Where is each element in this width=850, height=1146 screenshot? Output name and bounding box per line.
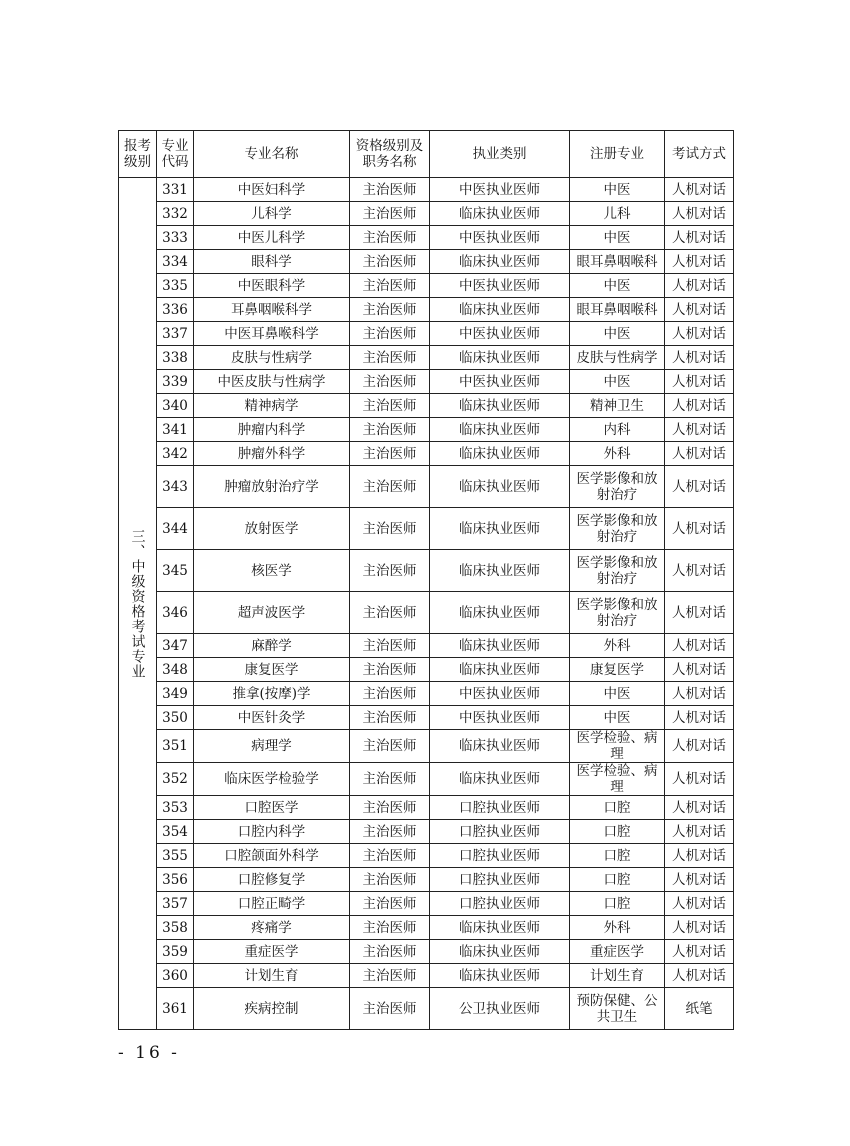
cell-name: 口腔正畸学: [194, 892, 350, 916]
cell-registered: 中医: [570, 226, 665, 250]
cell-exam: 人机对话: [665, 418, 734, 442]
cell-name: 中医针灸学: [194, 706, 350, 730]
cell-code: 354: [157, 820, 194, 844]
cell-rank: 主治医师: [350, 988, 430, 1030]
table-row: [119, 550, 734, 592]
cell-rank: 主治医师: [350, 730, 430, 763]
cell-name: 眼科学: [194, 250, 350, 274]
table-row: [119, 916, 734, 940]
cell-code: 359: [157, 940, 194, 964]
cell-registered: 口腔: [570, 892, 665, 916]
cell-registered: 中医: [570, 370, 665, 394]
cell-code: 349: [157, 682, 194, 706]
cell-rank: 主治医师: [350, 226, 430, 250]
cell-rank: 主治医师: [350, 274, 430, 298]
cell-name: 计划生育: [194, 964, 350, 988]
cell-exam: 人机对话: [665, 346, 734, 370]
cell-name: 推拿(按摩)学: [194, 682, 350, 706]
cell-registered: 预防保健、公共卫生: [570, 988, 665, 1030]
cell-category: 临床执业医师: [430, 202, 570, 226]
cell-registered: 口腔: [570, 796, 665, 820]
cell-rank: 主治医师: [350, 592, 430, 634]
cell-registered: 皮肤与性病学: [570, 346, 665, 370]
cell-registered: 重症医学: [570, 940, 665, 964]
cell-code: 353: [157, 796, 194, 820]
cell-exam: 纸笔: [665, 988, 734, 1030]
cell-rank: 主治医师: [350, 442, 430, 466]
table-row: [119, 706, 734, 730]
cell-name: 肿瘤外科学: [194, 442, 350, 466]
cell-exam: 人机对话: [665, 682, 734, 706]
cell-code: 338: [157, 346, 194, 370]
cell-name: 耳鼻咽喉科学: [194, 298, 350, 322]
cell-registered: 外科: [570, 916, 665, 940]
cell-code: 351: [157, 730, 194, 763]
cell-code: 344: [157, 508, 194, 550]
cell-exam: 人机对话: [665, 250, 734, 274]
cell-category: 临床执业医师: [430, 418, 570, 442]
table-header: [119, 131, 734, 178]
table-row: [119, 634, 734, 658]
cell-exam: 人机对话: [665, 820, 734, 844]
table-row: [119, 508, 734, 550]
cell-category: 临床执业医师: [430, 916, 570, 940]
cell-exam: 人机对话: [665, 442, 734, 466]
cell-registered: 儿科: [570, 202, 665, 226]
cell-category: 临床执业医师: [430, 763, 570, 796]
cell-code: 352: [157, 763, 194, 796]
cell-category: 中医执业医师: [430, 682, 570, 706]
cell-name: 精神病学: [194, 394, 350, 418]
cell-code: 340: [157, 394, 194, 418]
cell-name: 肿瘤放射治疗学: [194, 466, 350, 508]
header-name: 专业名称: [194, 131, 350, 178]
cell-rank: 主治医师: [350, 916, 430, 940]
cell-exam: 人机对话: [665, 226, 734, 250]
cell-category: 口腔执业医师: [430, 820, 570, 844]
cell-registered: 医学检验、病理: [570, 763, 665, 796]
cell-code: 356: [157, 868, 194, 892]
cell-exam: 人机对话: [665, 508, 734, 550]
table-row: [119, 763, 734, 796]
cell-exam: 人机对话: [665, 706, 734, 730]
cell-name: 重症医学: [194, 940, 350, 964]
cell-name: 临床医学检验学: [194, 763, 350, 796]
cell-exam: 人机对话: [665, 916, 734, 940]
cell-code: 341: [157, 418, 194, 442]
cell-rank: 主治医师: [350, 418, 430, 442]
cell-category: 临床执业医师: [430, 964, 570, 988]
specialty-table: [118, 130, 734, 1030]
cell-name: 病理学: [194, 730, 350, 763]
cell-registered: 医学检验、病理: [570, 730, 665, 763]
cell-name: 麻醉学: [194, 634, 350, 658]
cell-registered: 口腔: [570, 820, 665, 844]
cell-exam: 人机对话: [665, 796, 734, 820]
cell-code: 355: [157, 844, 194, 868]
cell-rank: 主治医师: [350, 466, 430, 508]
cell-exam: 人机对话: [665, 844, 734, 868]
cell-category: 口腔执业医师: [430, 892, 570, 916]
cell-rank: 主治医师: [350, 706, 430, 730]
cell-category: 口腔执业医师: [430, 844, 570, 868]
table-row: [119, 442, 734, 466]
table-row: [119, 226, 734, 250]
table-row: [119, 844, 734, 868]
cell-registered: 外科: [570, 442, 665, 466]
cell-exam: 人机对话: [665, 322, 734, 346]
table-row: [119, 418, 734, 442]
table-row: [119, 394, 734, 418]
cell-code: 335: [157, 274, 194, 298]
cell-category: 临床执业医师: [430, 394, 570, 418]
cell-exam: 人机对话: [665, 763, 734, 796]
cell-rank: 主治医师: [350, 508, 430, 550]
cell-category: 临床执业医师: [430, 508, 570, 550]
cell-code: 347: [157, 634, 194, 658]
cell-name: 中医儿科学: [194, 226, 350, 250]
cell-exam: 人机对话: [665, 370, 734, 394]
cell-exam: 人机对话: [665, 202, 734, 226]
cell-exam: 人机对话: [665, 730, 734, 763]
group-label: 三、中级资格考试专业: [119, 178, 157, 1030]
cell-rank: 主治医师: [350, 868, 430, 892]
cell-name: 疼痛学: [194, 916, 350, 940]
cell-rank: 主治医师: [350, 394, 430, 418]
table-row: [119, 892, 734, 916]
cell-code: 343: [157, 466, 194, 508]
cell-code: 345: [157, 550, 194, 592]
cell-exam: 人机对话: [665, 550, 734, 592]
cell-rank: 主治医师: [350, 178, 430, 202]
cell-name: 中医妇科学: [194, 178, 350, 202]
cell-code: 358: [157, 916, 194, 940]
cell-category: 口腔执业医师: [430, 868, 570, 892]
table-row: [119, 682, 734, 706]
table-row: [119, 868, 734, 892]
table-row: [119, 592, 734, 634]
page-number: - 16 -: [118, 1043, 180, 1063]
header-registered: 注册专业: [570, 131, 665, 178]
cell-registered: 内科: [570, 418, 665, 442]
cell-category: 中医执业医师: [430, 274, 570, 298]
cell-rank: 主治医师: [350, 550, 430, 592]
cell-name: 中医耳鼻喉科学: [194, 322, 350, 346]
cell-code: 331: [157, 178, 194, 202]
cell-registered: 中医: [570, 178, 665, 202]
header-code: 专业代码: [157, 131, 194, 178]
cell-category: 中医执业医师: [430, 226, 570, 250]
cell-name: 中医眼科学: [194, 274, 350, 298]
table-row: [119, 250, 734, 274]
cell-exam: 人机对话: [665, 274, 734, 298]
cell-exam: 人机对话: [665, 466, 734, 508]
cell-rank: 主治医师: [350, 346, 430, 370]
cell-category: 公卫执业医师: [430, 988, 570, 1030]
cell-registered: 中医: [570, 706, 665, 730]
cell-rank: 主治医师: [350, 940, 430, 964]
table-row: [119, 964, 734, 988]
table-row: [119, 274, 734, 298]
table-row: [119, 178, 734, 202]
cell-code: 334: [157, 250, 194, 274]
cell-code: 357: [157, 892, 194, 916]
table-row: [119, 796, 734, 820]
cell-registered: 中医: [570, 322, 665, 346]
table-row: [119, 370, 734, 394]
cell-code: 348: [157, 658, 194, 682]
cell-rank: 主治医师: [350, 250, 430, 274]
table-row: [119, 202, 734, 226]
header-category: 执业类别: [430, 131, 570, 178]
cell-category: 临床执业医师: [430, 940, 570, 964]
cell-code: 360: [157, 964, 194, 988]
cell-category: 临床执业医师: [430, 250, 570, 274]
cell-code: 342: [157, 442, 194, 466]
cell-registered: 口腔: [570, 844, 665, 868]
table-row: [119, 298, 734, 322]
cell-exam: 人机对话: [665, 298, 734, 322]
cell-name: 肿瘤内科学: [194, 418, 350, 442]
cell-code: 332: [157, 202, 194, 226]
header-rank: 资格级别及职务名称: [350, 131, 430, 178]
cell-rank: 主治医师: [350, 634, 430, 658]
cell-name: 放射医学: [194, 508, 350, 550]
header-exam: 考试方式: [665, 131, 734, 178]
cell-name: 口腔颌面外科学: [194, 844, 350, 868]
cell-category: 中医执业医师: [430, 706, 570, 730]
cell-rank: 主治医师: [350, 844, 430, 868]
cell-category: 临床执业医师: [430, 730, 570, 763]
cell-category: 中医执业医师: [430, 322, 570, 346]
cell-name: 核医学: [194, 550, 350, 592]
cell-registered: 计划生育: [570, 964, 665, 988]
cell-registered: 外科: [570, 634, 665, 658]
cell-registered: 中医: [570, 682, 665, 706]
cell-category: 临床执业医师: [430, 298, 570, 322]
cell-code: 339: [157, 370, 194, 394]
cell-name: 超声波医学: [194, 592, 350, 634]
cell-code: 333: [157, 226, 194, 250]
cell-rank: 主治医师: [350, 892, 430, 916]
cell-registered: 医学影像和放射治疗: [570, 592, 665, 634]
cell-name: 疾病控制: [194, 988, 350, 1030]
cell-category: 中医执业医师: [430, 178, 570, 202]
cell-name: 口腔修复学: [194, 868, 350, 892]
cell-code: 361: [157, 988, 194, 1030]
cell-category: 临床执业医师: [430, 466, 570, 508]
cell-exam: 人机对话: [665, 868, 734, 892]
table-row: [119, 346, 734, 370]
cell-name: 儿科学: [194, 202, 350, 226]
cell-rank: 主治医师: [350, 370, 430, 394]
cell-registered: 中医: [570, 274, 665, 298]
cell-category: 临床执业医师: [430, 550, 570, 592]
cell-exam: 人机对话: [665, 964, 734, 988]
table-row: [119, 730, 734, 763]
cell-category: 临床执业医师: [430, 634, 570, 658]
cell-code: 336: [157, 298, 194, 322]
cell-category: 中医执业医师: [430, 370, 570, 394]
cell-name: 口腔内科学: [194, 820, 350, 844]
cell-exam: 人机对话: [665, 178, 734, 202]
cell-exam: 人机对话: [665, 658, 734, 682]
cell-exam: 人机对话: [665, 634, 734, 658]
cell-registered: 口腔: [570, 868, 665, 892]
cell-rank: 主治医师: [350, 820, 430, 844]
cell-registered: 康复医学: [570, 658, 665, 682]
cell-registered: 医学影像和放射治疗: [570, 508, 665, 550]
cell-category: 临床执业医师: [430, 658, 570, 682]
cell-registered: 医学影像和放射治疗: [570, 466, 665, 508]
cell-category: 临床执业医师: [430, 442, 570, 466]
table-row: [119, 820, 734, 844]
cell-exam: 人机对话: [665, 892, 734, 916]
cell-rank: 主治医师: [350, 658, 430, 682]
cell-registered: 医学影像和放射治疗: [570, 550, 665, 592]
cell-rank: 主治医师: [350, 796, 430, 820]
table-body: [119, 178, 734, 1030]
cell-code: 350: [157, 706, 194, 730]
header-level: 报考级别: [119, 131, 157, 178]
table-row: [119, 940, 734, 964]
cell-rank: 主治医师: [350, 298, 430, 322]
cell-code: 346: [157, 592, 194, 634]
cell-name: 康复医学: [194, 658, 350, 682]
table-row: [119, 988, 734, 1030]
cell-category: 临床执业医师: [430, 592, 570, 634]
cell-category: 临床执业医师: [430, 346, 570, 370]
cell-exam: 人机对话: [665, 592, 734, 634]
cell-registered: 眼耳鼻咽喉科: [570, 298, 665, 322]
cell-exam: 人机对话: [665, 940, 734, 964]
cell-category: 口腔执业医师: [430, 796, 570, 820]
cell-exam: 人机对话: [665, 394, 734, 418]
cell-rank: 主治医师: [350, 964, 430, 988]
cell-code: 337: [157, 322, 194, 346]
table-row: [119, 658, 734, 682]
cell-rank: 主治医师: [350, 322, 430, 346]
cell-registered: 精神卫生: [570, 394, 665, 418]
cell-registered: 眼耳鼻咽喉科: [570, 250, 665, 274]
cell-rank: 主治医师: [350, 682, 430, 706]
cell-rank: 主治医师: [350, 202, 430, 226]
table-row: [119, 466, 734, 508]
cell-name: 中医皮肤与性病学: [194, 370, 350, 394]
cell-name: 口腔医学: [194, 796, 350, 820]
table-row: [119, 322, 734, 346]
cell-rank: 主治医师: [350, 763, 430, 796]
cell-name: 皮肤与性病学: [194, 346, 350, 370]
